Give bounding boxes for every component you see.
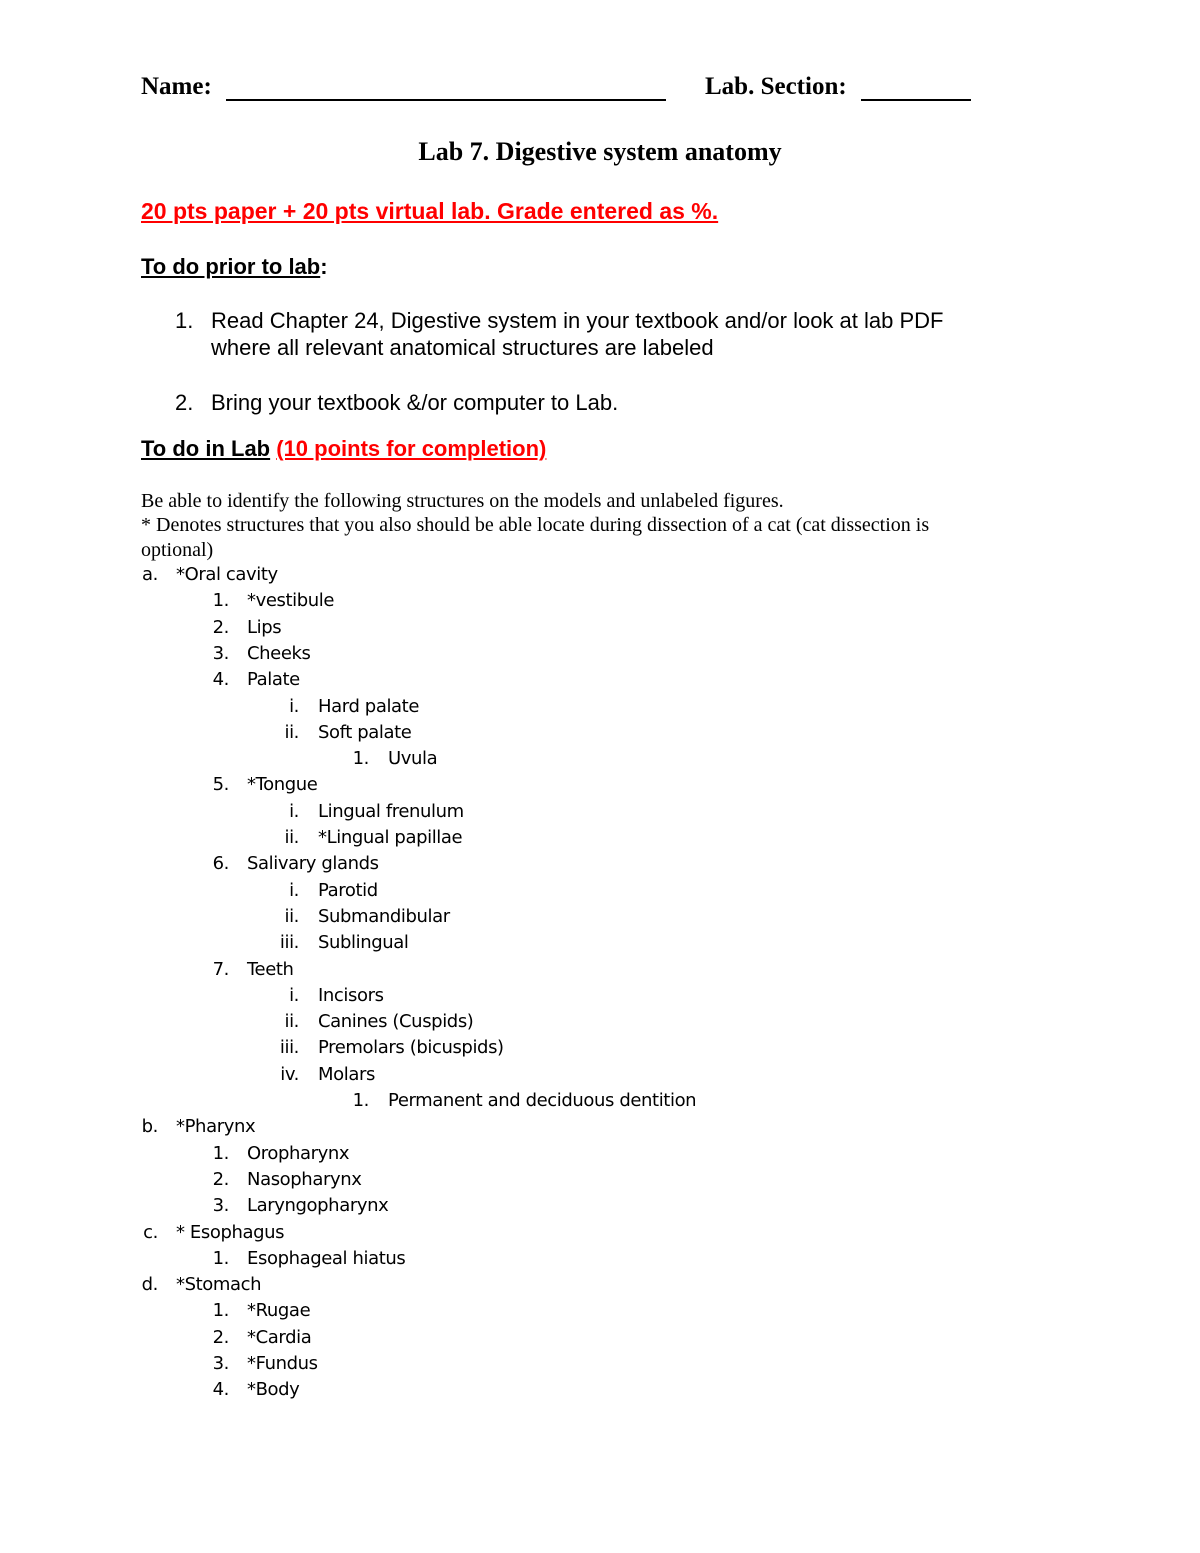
outline-item-label: 1. xyxy=(212,590,229,611)
outline-item-label: 3. xyxy=(212,1353,229,1374)
outline-item-text: Lingual frenulum xyxy=(318,801,464,822)
outline-item-label: i. xyxy=(289,880,299,901)
in-lab-heading-text: To do in Lab xyxy=(141,436,271,461)
outline-item-label: i. xyxy=(289,985,299,1006)
outline-item-label: ii. xyxy=(284,827,299,848)
outline-item-label: 4. xyxy=(212,1379,229,1400)
outline-item-text: Soft palate xyxy=(318,722,412,743)
in-lab-points: (10 points for completion) xyxy=(276,436,547,461)
outline-item-text: Submandibular xyxy=(318,906,450,927)
in-lab-heading xyxy=(141,436,546,462)
outline-item-text: Palate xyxy=(247,669,300,690)
outline-item-label: 1. xyxy=(352,1090,369,1111)
outline-item-label: 3. xyxy=(212,643,229,664)
outline-item-text: * Esophagus xyxy=(176,1222,285,1243)
outline-item-text: Parotid xyxy=(318,880,378,901)
outline-item-text: *Cardia xyxy=(247,1327,312,1348)
prior-heading-text: To do prior to lab xyxy=(141,254,321,279)
outline-item-label: 1. xyxy=(352,748,369,769)
outline-item-label: iv. xyxy=(280,1064,299,1085)
outline-item-text: Cheeks xyxy=(247,643,311,664)
outline-item-text: *Oral cavity xyxy=(176,564,278,585)
outline-item-text: *Stomach xyxy=(176,1274,262,1295)
outline-item-label: 2. xyxy=(212,1327,229,1348)
outline-item-label: ii. xyxy=(284,906,299,927)
outline-item-label: a. xyxy=(142,564,158,585)
prior-item-1-line-1: Read Chapter 24, Digestive system in your textbook and/or look at lab PDF xyxy=(211,308,944,333)
outline-item-text: Salivary glands xyxy=(247,853,379,874)
outline-item-label: i. xyxy=(289,801,299,822)
outline-item-label: 7. xyxy=(212,959,229,980)
outline-item-label: iii. xyxy=(279,932,299,953)
name-blank[interactable] xyxy=(226,73,666,101)
outline-item-text: *Lingual papillae xyxy=(318,827,463,848)
name-field[interactable] xyxy=(141,73,666,101)
intro-line-2: * Denotes structures that you also should be able locate during dissection of a cat (cat dissection is xyxy=(141,514,930,536)
prior-item-2-number: 2. xyxy=(175,390,194,415)
name-label: Name: xyxy=(141,73,212,100)
outline-item-label: 2. xyxy=(212,617,229,638)
outline-item-text: Premolars (bicuspids) xyxy=(318,1037,504,1058)
outline-item-text: *Fundus xyxy=(247,1353,318,1374)
outline-item-label: 5. xyxy=(212,774,229,795)
outline-item-label: ii. xyxy=(284,1011,299,1032)
outline-item-label: iii. xyxy=(279,1037,299,1058)
lab-section-label: Lab. Section: xyxy=(705,73,847,100)
outline-item-label: 4. xyxy=(212,669,229,690)
outline-item-text: *Tongue xyxy=(247,774,318,795)
outline-item-text: Hard palate xyxy=(318,696,420,717)
outline-item-label: ii. xyxy=(284,722,299,743)
outline-item-label: 3. xyxy=(212,1195,229,1216)
outline-item-text: Uvula xyxy=(388,748,438,769)
outline-item-label: b. xyxy=(141,1116,158,1137)
prior-item-1-line-2: where all relevant anatomical structures are labeled xyxy=(211,335,714,360)
outline-item-text: Sublingual xyxy=(318,932,409,953)
outline-item-text: *Pharynx xyxy=(176,1116,256,1137)
outline-item-label: c. xyxy=(143,1222,158,1243)
outline-item-text: Esophageal hiatus xyxy=(247,1248,406,1269)
points-note: 20 pts paper + 20 pts virtual lab. Grade entered as %. xyxy=(141,198,719,224)
outline-item-label: 6. xyxy=(212,853,229,874)
outline-item-text: *vestibule xyxy=(247,590,335,611)
outline-item-label: d. xyxy=(141,1274,158,1295)
prior-heading-colon: : xyxy=(320,254,328,279)
lab-section-blank[interactable] xyxy=(861,73,971,101)
outline-item-text: Oropharynx xyxy=(247,1143,350,1164)
outline-item-label: 1. xyxy=(212,1300,229,1321)
outline-item-text: *Body xyxy=(247,1379,300,1400)
intro-line-3: optional) xyxy=(141,539,214,561)
lab-section-field[interactable] xyxy=(705,73,971,101)
outline-item-text: Teeth xyxy=(247,959,294,980)
outline-item-text: Lips xyxy=(247,617,282,638)
outline-item-text: Canines (Cuspids) xyxy=(318,1011,474,1032)
outline-item-text: *Rugae xyxy=(247,1300,311,1321)
page-title: Lab 7. Digestive system anatomy xyxy=(418,137,782,166)
outline-item-text: Nasopharynx xyxy=(247,1169,362,1190)
outline-item-text: Permanent and deciduous dentition xyxy=(388,1090,697,1111)
outline-item-text: Laryngopharynx xyxy=(247,1195,389,1216)
intro-line-1: Be able to identify the following structures on the models and unlabeled figures. xyxy=(141,490,784,512)
outline-item-text: Molars xyxy=(318,1064,375,1085)
outline-item-label: 1. xyxy=(212,1248,229,1269)
outline-item-label: 2. xyxy=(212,1169,229,1190)
prior-item-1-number: 1. xyxy=(175,308,194,333)
prior-heading xyxy=(141,254,328,280)
prior-item-2-line-1: Bring your textbook &/or computer to Lab. xyxy=(211,390,619,415)
outline-item-text: Incisors xyxy=(318,985,384,1006)
outline-item-label: 1. xyxy=(212,1143,229,1164)
outline-item-label: i. xyxy=(289,696,299,717)
